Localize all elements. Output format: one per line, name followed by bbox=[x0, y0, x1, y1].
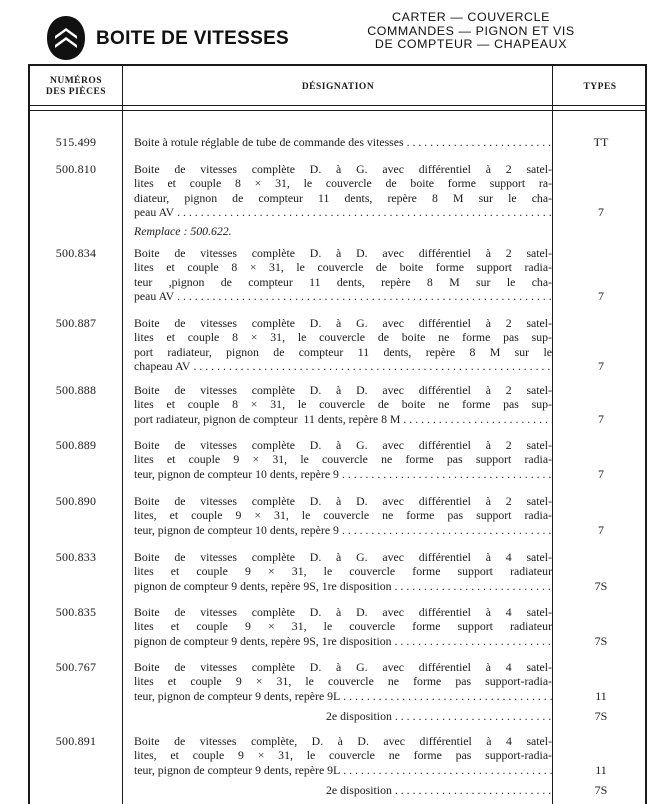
designation-line bbox=[134, 397, 552, 411]
designation-line bbox=[134, 438, 552, 452]
replacement-note bbox=[134, 224, 552, 238]
part-number: 515.499 bbox=[55, 135, 97, 149]
designation-text: lites et couple 8 × 31, le couvercle de boite ne forme pas sup- bbox=[134, 330, 552, 345]
leader-dots bbox=[395, 783, 552, 797]
leader-dots bbox=[407, 135, 552, 149]
designation-line bbox=[134, 289, 552, 303]
designation-text: Boite de vitesses complète D. à G. avec différentiel à 2 satel- bbox=[134, 438, 552, 452]
designation-line bbox=[134, 135, 552, 149]
designation-line bbox=[134, 330, 552, 344]
designation-line bbox=[134, 564, 552, 578]
designation-text: Boite à rotule réglable de tube de commande des vitesses bbox=[134, 135, 404, 149]
designation-line bbox=[134, 763, 552, 777]
part-number: 500.891 bbox=[55, 734, 97, 748]
part-designation bbox=[134, 605, 552, 648]
designation-text: Boite de vitesses complète, D. à D. avec différentiel à 4 satel- bbox=[134, 734, 552, 748]
vehicle-type: 7S bbox=[594, 578, 608, 593]
designation-text: lites et couple 9 × 31, le couvercle forme support radiateur bbox=[134, 619, 552, 634]
part-number: 500.835 bbox=[55, 605, 97, 619]
designation-line bbox=[134, 605, 552, 619]
designation-line bbox=[134, 467, 552, 481]
part-designation bbox=[134, 550, 552, 593]
leader-dots bbox=[395, 579, 552, 593]
designation-line bbox=[134, 550, 552, 564]
designation-line bbox=[134, 674, 552, 688]
leader-dots bbox=[193, 359, 552, 373]
designation-text: lites et couple 8 × 31, le couvercle de boite forme support radia- bbox=[134, 260, 552, 275]
header-rule bbox=[28, 105, 647, 106]
part-designation bbox=[134, 438, 552, 481]
part-designation bbox=[134, 135, 552, 149]
column-header-designation: DÉSIGNATION bbox=[301, 82, 375, 92]
part-number: 500.833 bbox=[55, 550, 97, 564]
part-number: 500.767 bbox=[55, 660, 97, 674]
part-designation bbox=[134, 162, 552, 238]
designation-line bbox=[134, 205, 552, 219]
designation-line bbox=[134, 494, 552, 508]
vehicle-type: 7 bbox=[598, 411, 604, 426]
designation-text: teur, pignon de compteur 9 dents, repère 9L bbox=[134, 762, 341, 777]
subtitle-line: DE COMPTEUR — CHAPEAUX bbox=[374, 37, 568, 51]
designation-line bbox=[134, 176, 552, 190]
designation-line bbox=[134, 634, 552, 648]
designation-line bbox=[134, 412, 552, 426]
vehicle-type: 7S bbox=[594, 633, 608, 648]
second-disposition-line bbox=[134, 783, 552, 797]
designation-text: diateur, pignon de compteur 11 dents, repère 8 M sur le cha- bbox=[134, 190, 552, 205]
designation-text: teur, pignon de compteur 10 dents, repère 9 bbox=[134, 466, 339, 481]
designation-text: lites et couple 8 × 31, le couvercle de boite ne forme pas sup- bbox=[134, 397, 552, 412]
leader-dots bbox=[177, 289, 552, 303]
part-number: 500.834 bbox=[55, 246, 97, 260]
designation-text: peau AV bbox=[134, 205, 175, 220]
designation-text: teur ,pignon de compteur 11 dents, repère 8 M sur le cha- bbox=[134, 274, 552, 289]
designation-text: Boite de vitesses complète D. à D. avec différentiel à 2 satel- bbox=[134, 494, 552, 508]
page-title: BOITE DE VITESSES bbox=[96, 28, 290, 49]
designation-text: Boite de vitesses complète D. à D. avec différentiel à 4 satel- bbox=[134, 605, 552, 619]
designation-text: lites et couple 9 × 31, le couvercle ne forme pas support radia- bbox=[134, 452, 552, 467]
leader-dots bbox=[342, 523, 552, 537]
part-number: 500.810 bbox=[55, 162, 97, 176]
vehicle-type: 7 bbox=[598, 289, 604, 304]
leader-dots bbox=[342, 467, 552, 481]
section-subtitle bbox=[321, 11, 621, 52]
designation-line bbox=[134, 345, 552, 359]
designation-text: lites et couple 8 × 31, le couvercle de boite forme support ra- bbox=[134, 176, 552, 191]
designation-text: peau AV bbox=[134, 289, 175, 304]
designation-text: teur, pignon de compteur 9 dents, repère 9L bbox=[134, 688, 341, 703]
column-header-numbers bbox=[30, 76, 122, 98]
subtitle-line: CARTER — COUVERCLE bbox=[392, 10, 550, 24]
designation-text: pignon de compteur 9 dents, repère 9S, 1re disposition bbox=[134, 578, 392, 593]
designation-text: Boite de vitesses complète D. à G. avec différentiel à 4 satel- bbox=[134, 660, 552, 674]
part-number: 500.888 bbox=[55, 383, 97, 397]
designation-text: Boite de vitesses complète D. à G. avec différentiel à 2 satel- bbox=[134, 162, 552, 176]
designation-text: lites et couple 9 × 31, le couvercle ne forme pas support-radia- bbox=[134, 674, 552, 689]
vehicle-type: 11 bbox=[595, 762, 607, 777]
part-designation bbox=[134, 660, 552, 724]
designation-text: lites, et couple 9 × 31, le couvercle ne forme pas support radia- bbox=[134, 508, 552, 523]
leader-dots bbox=[395, 634, 552, 648]
citroen-logo bbox=[46, 15, 86, 61]
second-disposition-label: 2e disposition bbox=[326, 709, 392, 724]
designation-line bbox=[134, 383, 552, 397]
designation-line bbox=[134, 260, 552, 274]
designation-line bbox=[134, 523, 552, 537]
designation-text: Boite de vitesses complète D. à G. avec différentiel à 2 satel- bbox=[134, 316, 552, 330]
designation-line bbox=[134, 246, 552, 260]
designation-line bbox=[134, 162, 552, 176]
designation-text: port radiateur, pignon de compteur 11 dents, repère 8 M bbox=[134, 411, 401, 426]
designation-line bbox=[134, 660, 552, 674]
designation-line bbox=[134, 734, 552, 748]
designation-line bbox=[134, 508, 552, 522]
leader-dots bbox=[403, 412, 552, 426]
designation-text: Boite de vitesses complète D. à D. avec différentiel à 2 satel- bbox=[134, 246, 552, 260]
designation-text: lites et couple 9 × 31, le couvercle forme support radiateur bbox=[134, 564, 552, 579]
designation-text: lites, et couple 9 × 31, le couvercle ne forme pas support-radia- bbox=[134, 748, 552, 763]
vehicle-type: 7 bbox=[598, 466, 604, 481]
leader-dots bbox=[343, 689, 552, 703]
designation-text: port radiateur, pignon de compteur 11 dents, repère 8 M sur le bbox=[134, 344, 552, 359]
designation-line bbox=[134, 359, 552, 373]
designation-text: Boite de vitesses complète D. à G. avec différentiel à 4 satel- bbox=[134, 550, 552, 564]
designation-text: chapeau AV bbox=[134, 359, 191, 374]
part-designation bbox=[134, 734, 552, 798]
header-rule bbox=[28, 110, 647, 111]
designation-line bbox=[134, 191, 552, 205]
designation-line bbox=[134, 579, 552, 593]
vehicle-type: 7 bbox=[598, 359, 604, 374]
vehicle-type: 11 bbox=[595, 688, 607, 703]
part-number: 500.889 bbox=[55, 438, 97, 452]
designation-line bbox=[134, 275, 552, 289]
designation-text: Boite de vitesses complète D. à D. avec différentiel à 2 satel- bbox=[134, 383, 552, 397]
leader-dots bbox=[395, 709, 552, 723]
part-designation bbox=[134, 246, 552, 304]
vehicle-type-second: 7S bbox=[594, 709, 608, 724]
vehicle-type: 7 bbox=[598, 205, 604, 220]
designation-line bbox=[134, 748, 552, 762]
vehicle-type: TT bbox=[593, 135, 609, 149]
subtitle-line: COMMANDES — PIGNON ET VIS bbox=[367, 23, 575, 38]
part-designation bbox=[134, 316, 552, 374]
vehicle-type-second: 7S bbox=[594, 783, 608, 798]
replacement-note-text: Remplace : 500.622. bbox=[134, 223, 232, 238]
part-number: 500.887 bbox=[55, 316, 97, 330]
designation-line bbox=[134, 689, 552, 703]
designation-text: pignon de compteur 9 dents, repère 9S, 1re disposition bbox=[134, 633, 392, 648]
leader-dots bbox=[343, 763, 552, 777]
second-disposition-label: 2e disposition bbox=[326, 783, 392, 798]
second-disposition-line bbox=[134, 709, 552, 723]
column-header-line: DES PIÈCES bbox=[45, 87, 107, 97]
column-header-types: TYPES bbox=[583, 82, 617, 92]
part-designation bbox=[134, 383, 552, 426]
column-divider bbox=[552, 64, 553, 804]
leader-dots bbox=[177, 205, 552, 219]
column-header-line: NUMÉROS bbox=[49, 76, 103, 86]
designation-line bbox=[134, 619, 552, 633]
column-divider bbox=[122, 64, 123, 804]
designation-line bbox=[134, 316, 552, 330]
designation-text: teur, pignon de compteur 10 dents, repère 9 bbox=[134, 522, 339, 537]
designation-line bbox=[134, 452, 552, 466]
part-designation bbox=[134, 494, 552, 537]
vehicle-type: 7 bbox=[598, 522, 604, 537]
part-number: 500.890 bbox=[55, 494, 97, 508]
